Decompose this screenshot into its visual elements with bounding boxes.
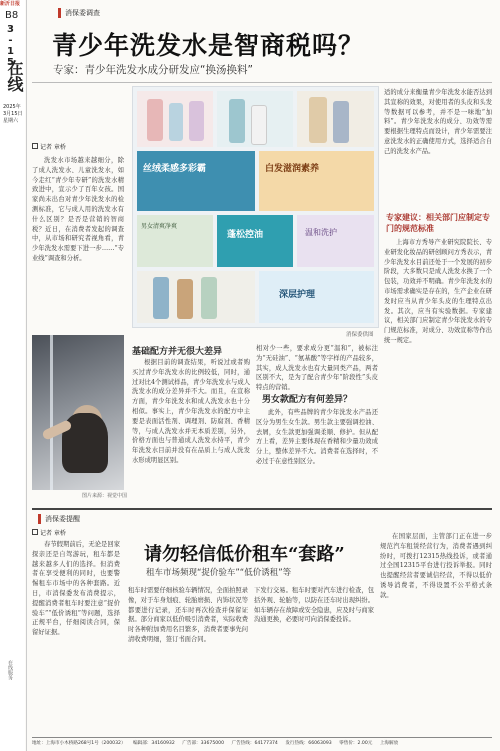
footer-printer: 上海解放 [379, 741, 399, 746]
water-stream [50, 335, 53, 490]
bottom-col-3-text: 下发行交易。租车时要对汽车进行检查，包括外观、轮胎等，以防在还车时出现纠纷。如车辆存在故障或安全隐患，应及时与商家沟通更换，必要时可向消保委投诉。 [254, 587, 374, 624]
bottom-reporter-icon [32, 529, 38, 535]
bottle-2 [169, 103, 183, 141]
bottle-10 [201, 277, 217, 319]
bottle-1 [147, 99, 163, 141]
bottom-kicker: 消保委提醒 [38, 514, 80, 524]
top-headline: 青少年洗发水是智商税吗？ [52, 31, 365, 60]
masthead-date [3, 104, 23, 125]
date-vertical: 3-15 [5, 24, 16, 68]
footer-dist-tel: 发行热线：66063093 [285, 741, 332, 746]
expert-heading: 专家建议：相关部门应制定专门的规范标准 [386, 213, 490, 233]
top-col-1-text: 洗发水市场越来越细分，除了成人洗发水、儿童洗发水，如今走红“青少年专研”的洗发水精致进中，宣示少了百年女孩。国家尚未出台对青少年洗发水的检测标准，它与成人用的洗发水有什么区别？是否是营销的智商税？近日，在消费者发起的调查中，从市场和研究者视角看，青少年洗发水需要下进一步……“专业线”调查和分析。 [32, 157, 124, 262]
footer-rule [32, 737, 492, 738]
top-col-2 [132, 358, 250, 496]
top-col-1 [32, 156, 124, 326]
masthead-weekday: 星期六 [3, 118, 19, 124]
top-col-3b-text: 此外，有些品牌的青少年洗发水产品还区分为男生女生款。男生款主要强调控油、去屑，女生款更加强调柔顺、修护。但从配方上看，差异主要体现在香精和少量功效成分上，整体差异不大。消费者在选择时，不必过于在意性别区分。 [256, 409, 378, 465]
bottom-col-4-text: 在国家层面，主管部门正在进一步规范汽车租赁经营行为，消费者遇到纠纷时，可拨打12315热线投诉，或者通过全国12315平台进行投诉举报。同时也提醒经营者要诚信经营，不得以低价诱导消费者，不得设置不公平格式条款。 [380, 533, 492, 599]
headline-rule [32, 82, 492, 83]
bottle-3 [189, 101, 204, 141]
photo-panel-5 [217, 215, 293, 267]
bottom-col-2-text: 租车时需要仔细核验车辆情况，全面拍照录像，对于车身划痕、轮胎磨损、内饰状况等都要进行记录，还车时再次检查并保留证据。部分商家以低价吸引消费者，实际收费时各种附加费用名目繁多，消费者要事先问清收费明细，签订书面合同。 [128, 587, 248, 643]
top-col-3 [256, 344, 378, 392]
bottom-col-2 [128, 586, 248, 732]
bottom-col-1-text: 春节假期前后，无论是回家探亲还是自驾游玩，租车都是越来越多人们的选择。但消费者在享受便利的同时，也要警惕租车市场中的各种套路。近日，市消保委发布消费提示，提醒消费者租车时要注意“捉价验车”“低价诱租”等问题，选择正规平台，仔细阅读合同，保留好证据。 [32, 541, 120, 637]
photo-label-4: 蓬松控油 [227, 230, 264, 240]
bottom-col-3 [254, 586, 374, 732]
bottom-subhead: 租车市场频现“捉价验车”“低价诱租”等 [146, 568, 292, 578]
bottom-reporter [32, 528, 66, 537]
top-col-4 [384, 88, 492, 208]
top-col-4b-text: 上海市方秀导产业研究院院长、专业研发化妆品的研创顾问方秀表示，青少年洗发水目前还处于一个发展的初步阶段，大多数只是成人洗发水换了一个包装，功效并不明确。青少年洗发水的市场需求确实是存在的，生产企业在研发时应当从青少年头皮的生理特点出发。其次，应当有实验数据。专家建议，相关部门应制定青少年洗发水的专门规范标准，对成分、功效宣称等作出统一规定。 [384, 239, 492, 344]
photo-panel-8 [259, 271, 374, 323]
bottle-9 [177, 279, 193, 319]
bottle-4 [229, 99, 245, 143]
top-col-4-text: 适的成分来衡量青少年洗发水能否达到其宣称的效果，对使用者的头皮和头发等数据可以参考，并不是一味地“加料”。青少年洗发水的成分、功效等需要根据生理特点而设计，青少年需要注意洗发水的正确使用方式，选择适合自己的洗发水产品。 [384, 89, 492, 155]
masthead-divider [26, 0, 27, 751]
bottle-7 [333, 101, 349, 143]
photo-label-2: 白发滋润素养 [265, 164, 320, 174]
paper-name: 新沂日报 [0, 1, 21, 7]
bottom-reporter-name: 记者 章桥 [40, 530, 66, 537]
top-col-3-text: 相对少一些，要求成分更“温和”，被标注为“无硅油”、“氨基酸”等字样的产品较多，其实，成人洗发水也有大量同类产品，两者区别不大，是为了配合青少年“阶段性”头皮特点的营销。 [256, 345, 378, 392]
bottle-5 [251, 105, 267, 145]
hair-wash-caption: 图片来源：视觉中国 [82, 493, 128, 499]
top-col-4b [384, 238, 492, 488]
photo-label-3: 男女清爽净爽 [141, 223, 178, 230]
top-subhead: 专家：青少年洗发水成分研发应“换汤换料” [53, 64, 253, 76]
footer-address: 地址：上海市小木桥路268号1号（200032） [32, 741, 126, 746]
photo-banner-2 [259, 151, 374, 211]
footer-editor-tel: 编辑部：34160932 [133, 741, 175, 746]
hair-wash-photo [32, 335, 124, 490]
top-col-2-text: 根据目前的调查结果，听说过或者购买过青少年洗发水的比例较低，同时，通过对比4个测试样品，青少年洗发水与成人洗发水的成分差异并不大。而且，在宣称方面，青少年洗发水和成人洗发水也十分相似。事实上，青少年洗发水的配方中主要是表面活性剂、调理剂、防腐剂、香精等，与成人洗发水并无本质差别，另外，价格方面也与普通成人洗发水持平，青少年洗发水目前并没有在品质上与成人洗发水形成明显区别。 [132, 359, 250, 464]
sub-heading-1: 基础配方并无很大差异 [132, 347, 223, 357]
product-photo-caption: 消保委供图 [346, 332, 374, 338]
footer-print-tel: 广告热线：64177374 [231, 741, 278, 746]
top-col-3b [256, 408, 378, 496]
side-strip: 在线服务 [7, 660, 13, 680]
masthead-column [0, 0, 25, 751]
photo-banner-1 [137, 151, 255, 211]
bottle-8 [153, 277, 169, 319]
footer-price: 零售价：2.00元 [339, 741, 373, 746]
section-title-vertical: 在线 [5, 60, 24, 92]
top-reporter-name: 记者 章桥 [40, 144, 66, 151]
sub-heading-2: 男女款配方有何差异？ [262, 395, 353, 405]
page-number: B8 [5, 10, 19, 21]
photo-label-5: 温和洗护 [305, 228, 337, 237]
bottom-col-4 [380, 532, 492, 732]
product-photo [132, 86, 379, 328]
section-divider [32, 508, 492, 510]
photo-label-1: 丝绒柔感多彩霸 [143, 164, 207, 174]
bottom-headline: 请勿轻信低价租车“套路” [144, 544, 345, 565]
masthead-year: 2025年 [3, 104, 21, 110]
photo-label-6: 深层护理 [279, 290, 316, 300]
masthead-day: 3月15日 [3, 111, 23, 117]
top-kicker: 消保委调查 [58, 8, 100, 18]
footer-ad-tel: 广告部：33675000 [182, 741, 225, 746]
bottom-col-1 [32, 540, 120, 732]
footer [32, 740, 492, 746]
bottle-6 [309, 97, 327, 143]
photo-panel-6 [297, 215, 374, 267]
top-reporter [32, 142, 66, 151]
reporter-icon [32, 143, 38, 149]
